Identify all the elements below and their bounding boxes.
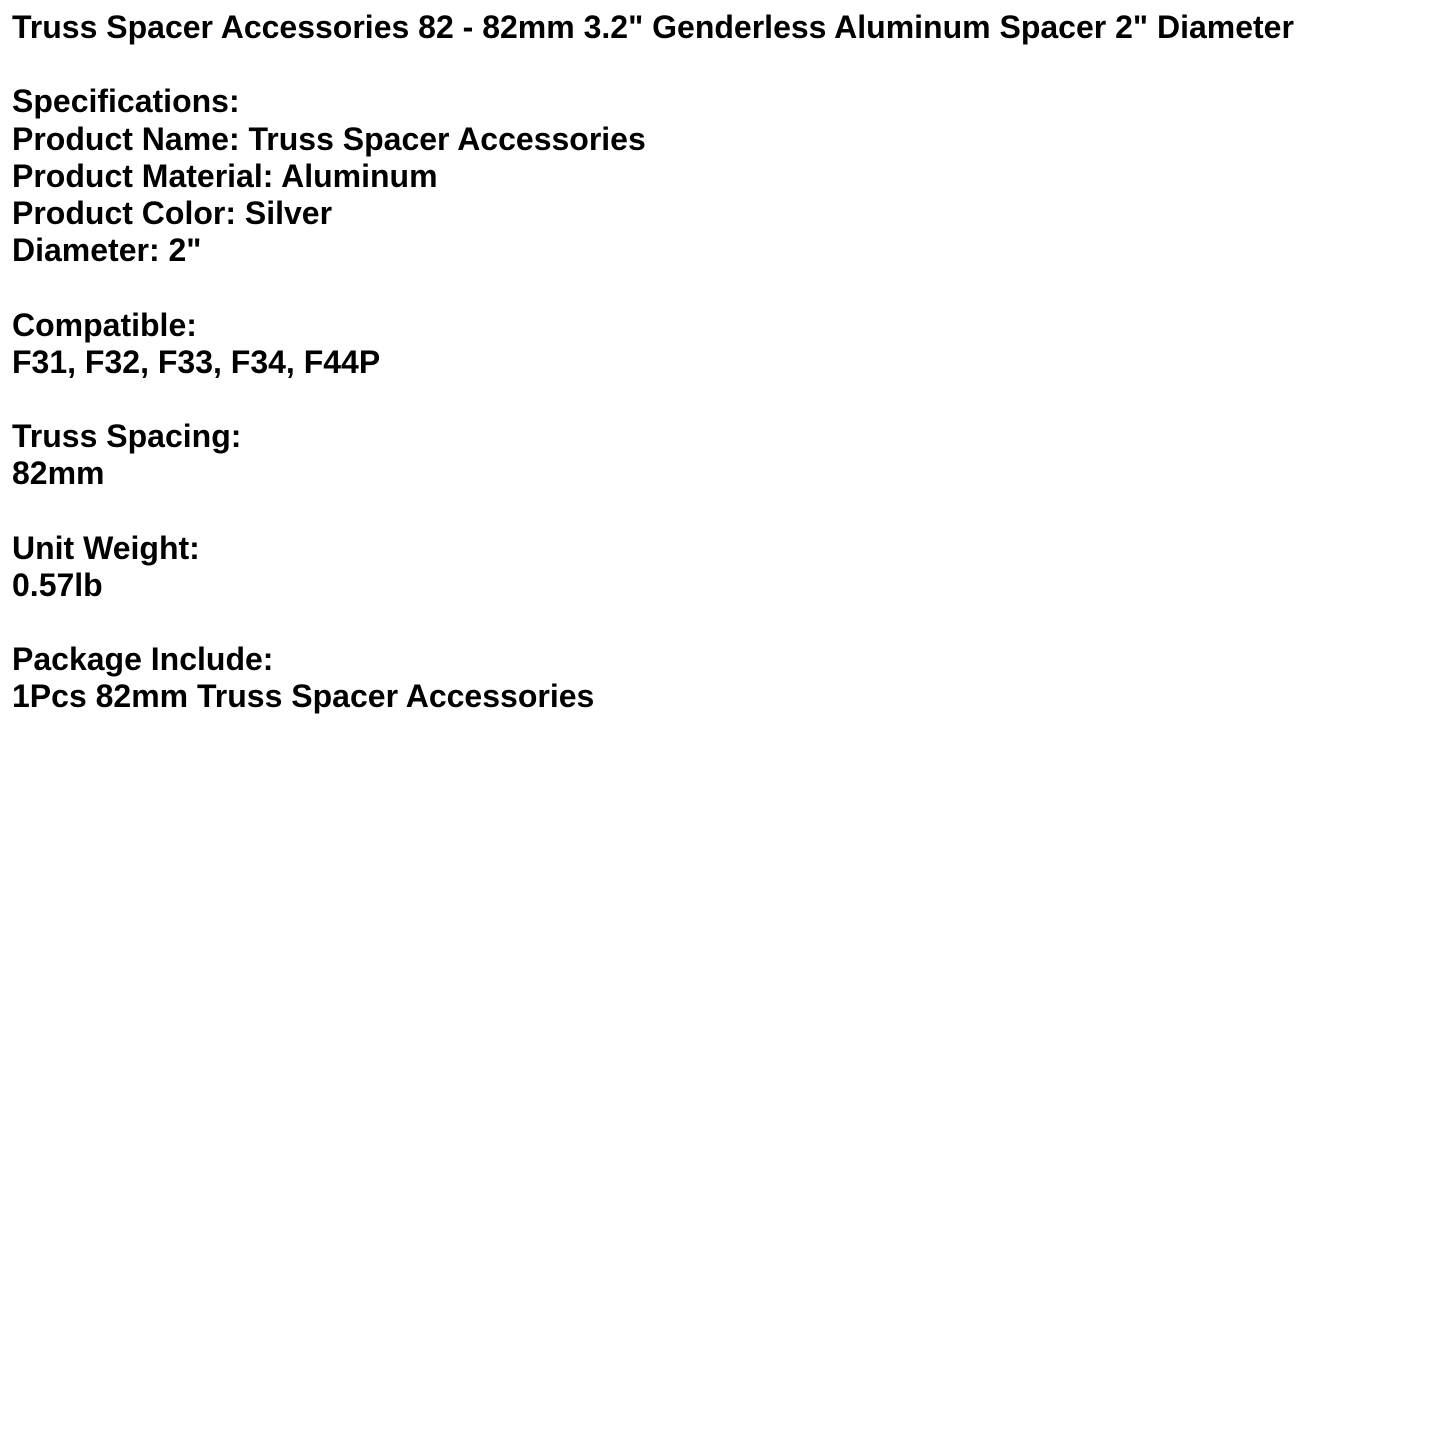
spacer xyxy=(12,46,1294,83)
spacer xyxy=(12,604,1294,641)
spec-product-name: Product Name: Truss Spacer Accessories xyxy=(12,120,646,157)
spacer xyxy=(12,492,1294,529)
truss-spacing-heading: Truss Spacing: xyxy=(12,418,242,455)
specifications-heading: Specifications: xyxy=(12,83,240,120)
spec-product-color: Product Color: Silver xyxy=(12,194,333,231)
spacer xyxy=(12,269,1294,306)
truss-spacing-value: 82mm xyxy=(12,455,105,492)
spec-diameter: Diameter: 2" xyxy=(12,232,202,269)
product-title: Truss Spacer Accessories 82 - 82mm 3.2" Genderless Aluminum Spacer 2" Diameter xyxy=(12,9,1294,45)
spec-product-material: Product Material: Aluminum xyxy=(12,157,438,194)
compatible-value: F31, F32, F33, F34, F44P xyxy=(12,343,381,380)
spacer xyxy=(12,381,1294,418)
package-include-heading: Package Include: xyxy=(12,641,274,678)
compatible-heading: Compatible: xyxy=(12,306,197,343)
package-include-value: 1Pcs 82mm Truss Spacer Accessories xyxy=(12,678,595,715)
unit-weight-value: 0.57lb xyxy=(12,566,103,603)
unit-weight-heading: Unit Weight: xyxy=(12,529,200,566)
product-description xyxy=(12,9,1294,716)
